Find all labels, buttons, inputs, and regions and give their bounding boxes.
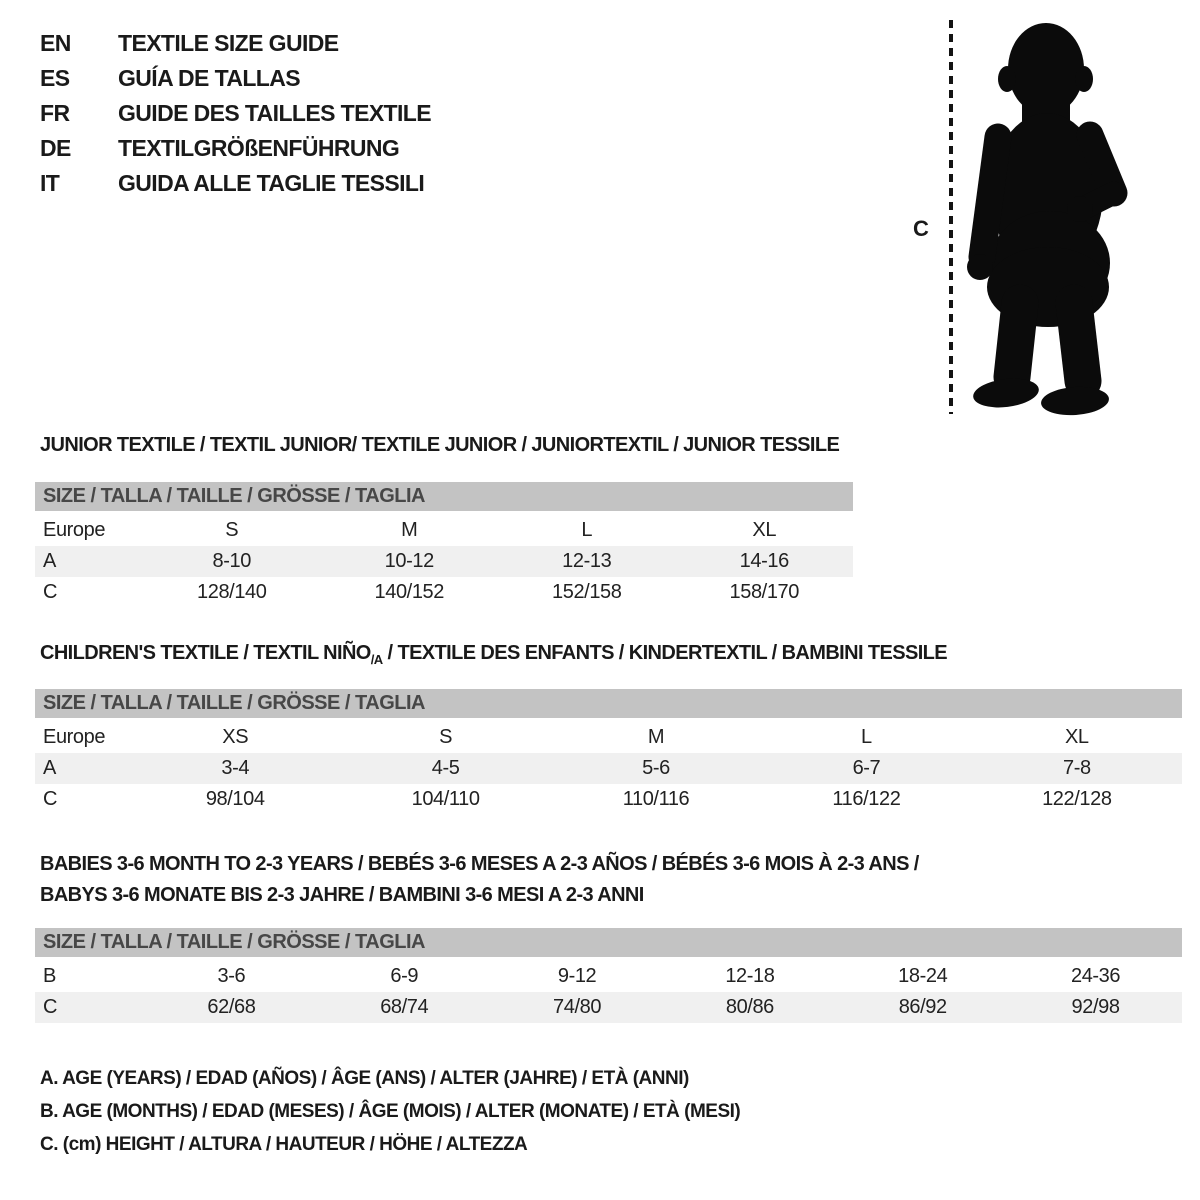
column-header: S <box>225 519 239 541</box>
language-title: GUÍA DE TALLAS <box>118 65 300 91</box>
row-label: Europe <box>43 726 106 748</box>
language-row-es <box>40 61 431 96</box>
table-row <box>35 577 853 608</box>
table-row <box>35 784 1182 815</box>
table-cell: 3-6 <box>217 965 246 987</box>
junior-size-table <box>35 482 853 608</box>
table-cell: 86/92 <box>898 996 947 1018</box>
babies-heading-line1: BABIES 3-6 MONTH TO 2-3 YEARS / BEBÉS 3-6 MESES A 2-3 AÑOS / BÉBÉS 3-6 MOIS À 2-3 ANS / <box>40 853 919 875</box>
table-cell: 92/98 <box>1071 996 1120 1018</box>
table-cell: 62/68 <box>207 996 256 1018</box>
row-label: C <box>43 581 58 603</box>
language-code: EN <box>40 30 71 56</box>
row-label: A <box>43 550 56 572</box>
table-row <box>35 961 1182 992</box>
language-header <box>40 26 431 201</box>
table-cell: 80/86 <box>725 996 774 1018</box>
table-cell: 74/80 <box>553 996 602 1018</box>
language-row-it <box>40 166 431 201</box>
size-bar: SIZE / TALLA / TAILLE / GRÖSSE / TAGLIA <box>35 482 853 511</box>
babies-section-heading <box>40 849 919 911</box>
table-cell: 9-12 <box>557 965 597 987</box>
height-measure-label: C <box>913 216 929 241</box>
table-row <box>35 992 1182 1023</box>
table-cell: 4-5 <box>431 757 460 779</box>
table-cell: 128/140 <box>197 581 267 603</box>
children-heading-text: / TEXTILE DES ENFANTS / KINDERTEXTIL / BAMBINI TESSILE <box>382 642 948 664</box>
table-cell: 116/122 <box>832 788 901 810</box>
table-cell: 12-18 <box>725 965 775 987</box>
column-header: L <box>861 726 872 748</box>
size-bar: SIZE / TALLA / TAILLE / GRÖSSE / TAGLIA <box>35 689 1182 718</box>
table-cell: 98/104 <box>205 788 265 810</box>
junior-section-heading: JUNIOR TEXTILE / TEXTIL JUNIOR/ TEXTILE JUNIOR / JUNIORTEXTIL / JUNIOR TESSILE <box>40 434 840 456</box>
footnote-b: B. AGE (MONTHS) / EDAD (MESES) / ÂGE (MOIS) / ALTER (MONATE) / ETÀ (MESI) <box>40 1101 741 1122</box>
language-row-fr <box>40 96 431 131</box>
table-row <box>35 546 853 577</box>
table-cell: 152/158 <box>552 581 622 603</box>
language-row-de <box>40 131 431 166</box>
children-size-table <box>35 689 1182 815</box>
children-heading-sub: /A <box>370 652 383 667</box>
table-cell: 122/128 <box>1042 788 1112 810</box>
babies-size-table <box>35 928 1182 1023</box>
table-cell: 7-8 <box>1062 757 1091 779</box>
row-label: C <box>43 996 58 1018</box>
table-cell: 12-13 <box>562 550 612 572</box>
footnote-a: A. AGE (YEARS) / EDAD (AÑOS) / ÂGE (ANS) / ALTER (JAHRE) / ETÀ (ANNI) <box>40 1068 689 1089</box>
column-header: S <box>439 726 453 748</box>
table-cell: 6-9 <box>390 965 419 987</box>
language-code: IT <box>40 170 60 196</box>
column-header: L <box>581 519 593 541</box>
table-header-row <box>35 515 853 546</box>
size-bar: SIZE / TALLA / TAILLE / GRÖSSE / TAGLIA <box>35 928 1182 957</box>
babies-heading-line2: BABYS 3-6 MONATE BIS 2-3 JAHRE / BAMBINI 3-6 MESI A 2-3 ANNI <box>40 884 644 906</box>
table-cell: 3-4 <box>221 757 250 779</box>
language-title: GUIDE DES TAILLES TEXTILE <box>118 100 431 126</box>
table-cell: 10-12 <box>384 550 434 572</box>
table-cell: 6-7 <box>852 757 881 779</box>
row-label: C <box>43 788 58 810</box>
table-cell: 8-10 <box>212 550 251 572</box>
language-code: DE <box>40 135 71 161</box>
row-label: A <box>43 757 56 779</box>
column-header: XL <box>1064 726 1089 748</box>
table-cell: 24-36 <box>1070 965 1121 987</box>
table-cell: 158/170 <box>729 581 799 603</box>
table-cell: 68/74 <box>380 996 429 1018</box>
language-row-en <box>40 26 431 61</box>
children-section-heading <box>40 642 947 667</box>
language-title: GUIDA ALLE TAGLIE TESSILI <box>118 170 425 196</box>
table-cell: 104/110 <box>411 788 480 810</box>
language-title: TEXTILGRÖßENFÜHRUNG <box>118 135 400 161</box>
column-header: XS <box>222 726 249 748</box>
table-cell: 5-6 <box>642 757 670 779</box>
row-label: B <box>43 965 56 987</box>
children-heading-text: CHILDREN'S TEXTILE / TEXTIL NIÑO <box>40 642 371 664</box>
table-row <box>35 753 1182 784</box>
language-code: FR <box>40 100 70 126</box>
table-cell: 18-24 <box>898 965 948 987</box>
table-cell: 14-16 <box>739 550 789 572</box>
table-cell: 110/116 <box>622 788 690 810</box>
column-header: XL <box>752 519 777 541</box>
row-label: Europe <box>43 519 106 541</box>
column-header: M <box>401 519 418 541</box>
toddler-silhouette-icon <box>962 15 1142 420</box>
table-cell: 140/152 <box>374 581 444 603</box>
table-header-row <box>35 722 1182 753</box>
language-title: TEXTILE SIZE GUIDE <box>118 30 339 56</box>
height-figure <box>905 0 1200 430</box>
footnote-c: C. (cm) HEIGHT / ALTURA / HAUTEUR / HÖHE / ALTEZZA <box>40 1134 528 1155</box>
height-measure-dashed-line <box>949 20 953 414</box>
language-code: ES <box>40 65 70 91</box>
column-header: M <box>647 726 665 748</box>
